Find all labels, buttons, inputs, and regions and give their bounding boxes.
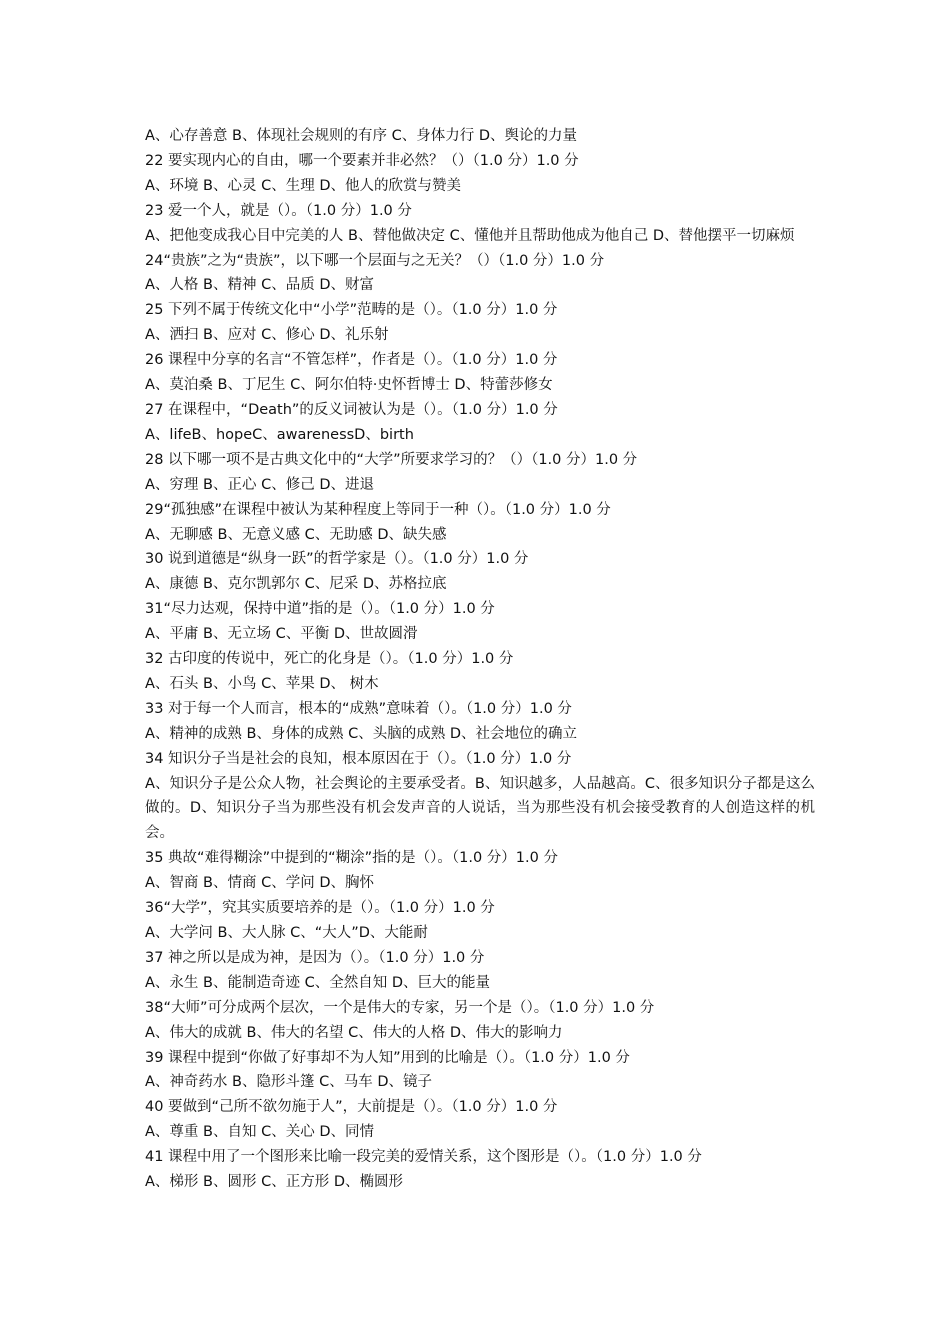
question-22: 22 要实现内心的自由，哪一个要素并非必然？（）（1.0 分）1.0 分 (145, 152, 579, 169)
question-35: 35 典故“难得糊涂”中提到的“糊涂”指的是（）。（1.0 分）1.0 分 (145, 850, 558, 867)
answer-options: A、大学问 B、大人脉 C、“大人”D、大能耐 (145, 925, 428, 941)
question-28: 28 以下哪一项不是古典文化中的“大学”所要求学习的？（）（1.0 分）1.0 分 (145, 451, 638, 468)
question-30: 30 说到道德是“纵身一跃”的哲学家是（）。（1.0 分）1.0 分 (145, 551, 529, 568)
answer-options: A、环境 B、心灵 C、生理 D、他人的欣赏与赞美 (145, 177, 461, 194)
answer-options: A、知识分子是公众人物，社会舆论的主要承受者。B、知识越多，人品越高。C、很多知识分子都是这么做的。D、知识分子当为那些没有机会发声音的人说话，当为那些没有机会接受教育的人创造这样的机会。 (145, 775, 815, 842)
answer-options: A、无聊感 B、无意义感 C、无助感 D、缺失感 (145, 526, 447, 543)
question-27: 27 在课程中，“Death”的反义词被认为是（）。（1.0 分）1.0 分 (145, 401, 558, 418)
answer-options: A、永生 B、能制造奇迹 C、全然自知 D、巨大的能量 (145, 974, 490, 991)
question-37: 37 神之所以是成为神，是因为（）。（1.0 分）1.0 分 (145, 949, 485, 966)
answer-options: A、神奇药水 B、隐形斗篷 C、马车 D、镜子 (145, 1074, 432, 1091)
question-24: 24“贵族”之为“贵族”，以下哪一个层面与之无关？（）（1.0 分）1.0 分 (145, 252, 605, 269)
document-page (145, 124, 815, 1195)
answer-options: A、梯形 B、圆形 C、正方形 D、椭圆形 (145, 1174, 403, 1191)
question-25: 25 下列不属于传统文化中“小学”范畴的是（）。（1.0 分）1.0 分 (145, 302, 558, 319)
answer-options: A、伟大的成就 B、伟大的名望 C、伟大的人格 D、伟大的影响力 (145, 1024, 563, 1041)
question-31: 31“尽力达观，保持中道”指的是（）。（1.0 分）1.0 分 (145, 601, 495, 618)
answer-options: A、康德 B、克尔凯郭尔 C、尼采 D、苏格拉底 (145, 576, 447, 593)
question-34: 34 知识分子当是社会的良知，根本原因在于（）。（1.0 分）1.0 分 (145, 750, 572, 767)
answer-options: A、人格 B、精神 C、品质 D、财富 (145, 277, 374, 294)
answer-options: A、心存善意 B、体现社会规则的有序 C、身体力行 D、舆论的力量 (145, 128, 577, 144)
question-39: 39 课程中提到“你做了好事却不为人知”用到的比喻是（）。（1.0 分）1.0 分 (145, 1049, 630, 1066)
answer-options: A、穷理 B、正心 C、修己 D、进退 (145, 476, 374, 493)
question-36: 36“大学”，究其实质要培养的是（）。（1.0 分）1.0 分 (145, 900, 495, 917)
answer-options: A、洒扫 B、应对 C、修心 D、礼乐射 (145, 327, 389, 344)
answer-options: A、尊重 B、自知 C、关心 D、同情 (145, 1124, 374, 1141)
question-40: 40 要做到“己所不欲勿施于人”，大前提是（）。（1.0 分）1.0 分 (145, 1099, 558, 1116)
question-33: 33 对于每一个人而言，根本的“成熟”意味着（）。（1.0 分）1.0 分 (145, 700, 572, 717)
question-38: 38“大师”可分成两个层次，一个是伟大的专家，另一个是（）。（1.0 分）1.0 分 (145, 999, 655, 1016)
question-29: 29“孤独感”在课程中被认为某种程度上等同于一种（）。（1.0 分）1.0 分 (145, 501, 611, 518)
answer-options: A、石头 B、小鸟 C、苹果 D、 树木 (145, 675, 379, 692)
question-26: 26 课程中分享的名言“不管怎样”，作者是（）。（1.0 分）1.0 分 (145, 352, 558, 369)
answer-options: A、莫泊桑 B、丁尼生 C、阿尔伯特·史怀哲博士 D、特蕾莎修女 (145, 377, 553, 394)
answer-options: A、智商 B、情商 C、学问 D、胸怀 (145, 875, 374, 892)
answer-options: A、平庸 B、无立场 C、平衡 D、世故圆滑 (145, 626, 418, 643)
answer-options: A、精神的成熟 B、身体的成熟 C、头脑的成熟 D、社会地位的确立 (145, 725, 577, 742)
answer-options: A、把他变成我心目中完美的人 B、替他做决定 C、懂他并且帮助他成为他自己 D、替他摆平一切麻烦 (145, 227, 795, 244)
question-32: 32 古印度的传说中，死亡的化身是（）。（1.0 分）1.0 分 (145, 651, 514, 668)
question-41: 41 课程中用了一个图形来比喻一段完美的爱情关系，这个图形是（）。（1.0 分）1.0 分 (145, 1149, 702, 1166)
question-23: 23 爱一个人，就是（）。（1.0 分）1.0 分 (145, 202, 412, 219)
answer-options: A、lifeB、hopeC、awarenessD、birth (145, 426, 414, 443)
